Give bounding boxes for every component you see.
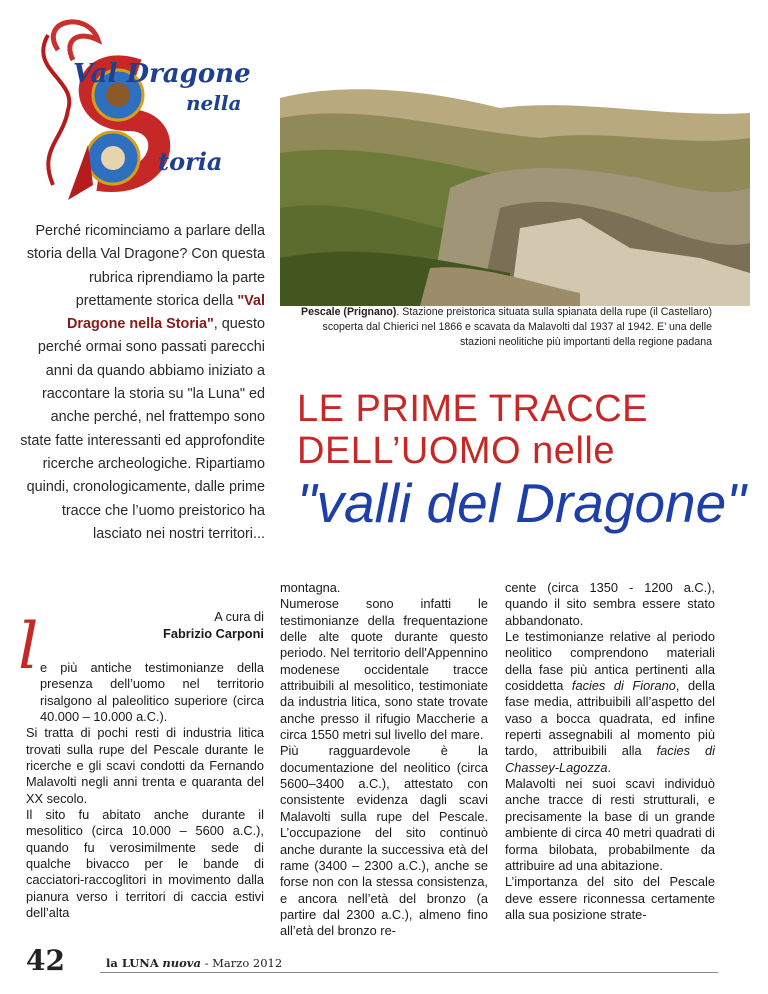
col1-paragraph-2: Si tratta di pochi resti di industria litica trovati sulla rupe del Pescale durante le ricerche e gli scavi condotti da Fernando Malavolti negli anni trenta e quaranta del XX secolo. (26, 725, 264, 806)
photo-caption (300, 305, 712, 350)
col3-paragraph-3: Malavolti nei suoi scavi individuò anche tracce di resti strutturali, e precisamente la base di un grande ambiente di circa 40 metri quadrati di forma bilobata, probabilmente da attribuire ad una abitazione. (505, 776, 715, 873)
photo-illustration (280, 58, 750, 306)
col1-paragraph-1: e più antiche testimonianze della presenza dell’uomo nel territorio risalgono al paleolitico superiore (circa 40.000 – 10.000 a.C.). (40, 660, 264, 725)
byline (120, 608, 264, 642)
col3-paragraph-4: L’importanza del sito del Pescale deve essere riconnessa certamente alla sua posizione strate- (505, 874, 715, 922)
col3-paragraph-1: cente (circa 1350 - 1200 a.C.), quando il sito sembra essere stato abbandonato. (505, 580, 715, 628)
col3-p2-text-mid: , della fase media, attribuibili all’aspetto del vaso a bocca quadrata, ed infine reperti assegnabili al momento più tardo, attribuibili alla (505, 678, 715, 759)
masthead-nella: nella (186, 91, 242, 115)
col3-p2-facies-chassey: facies di Chassey-Lagozza (505, 743, 715, 775)
col3-p2-end: . (607, 759, 611, 775)
col3-p2-text: Le testimonianze relative al periodo neolitico comprendono materiali della fase più antica pertinenti alla cosiddetta (505, 629, 715, 694)
footer-mag-nuova: nuova (162, 956, 201, 970)
column-masthead (18, 10, 273, 210)
masthead-title: Val Dragone (73, 59, 251, 89)
col2-paragraph-2: Numerose sono infatti le testimonianze della frequentazione delle alte quote durante questo periodo. Nel territorio dell'Appennino modenese occidentale tracce attribuibili al mesolitico, testimoniate da industria litica, sono state trovate anche presso il rifugio Maccherie a circa 1550 metri sul livello del mare. (280, 596, 488, 743)
article-column-3 (505, 580, 715, 923)
landscape-photo (280, 58, 750, 306)
intro-highlight: "Val Dragone nella Storia" (67, 292, 265, 333)
article-column-2 (280, 580, 488, 940)
article-column-1 (26, 660, 264, 922)
footer-rule (100, 972, 718, 973)
col1-paragraph-3: Il sito fu abitato anche durante il mesolitico (circa 10.000 – 5600 a.C.), quando fu verosimilmente sede di qualche bivacco per le bande di cacciatori-raccoglitori in movimento dalla pianura verso i territori di caccia estivi dell’alta (26, 807, 264, 921)
byline-label: A cura di (214, 609, 264, 624)
footer-date: - Marzo 2012 (200, 956, 283, 970)
col2-paragraph-3: Più ragguardevole è la documentazione del neolitico (circa 5600–3400 a.C.), attestato con consistente evidenza dagli scavi Malavolti sulla rupe del Pescale. L’occupazione del sito continuò anche durante la successiva età del rame (3400 – 2300 a.C.), anche se forse non con la stessa consistenza, e ancora nell’età del bronzo (a partire dal 2300 a.C.), almeno fino all’età del bronzo re- (280, 743, 488, 939)
footer-mag-name: la LUNA (106, 956, 159, 970)
headline-line-1: LE PRIME TRACCE (297, 388, 648, 430)
col3-paragraph-2 (505, 629, 715, 776)
page-number: 42 (26, 944, 65, 977)
caption-text: . Stazione preistorica situata sulla spianata della rupe (il Castellaro) scoperta dal Chierici nel 1866 e scavata da Malavolti dal 1937 al 1942. E’ una delle stazioni neolitiche più importanti della regione padana (322, 306, 712, 348)
col3-p2-facies-fiorano: facies di Fiorano (571, 678, 676, 694)
masthead-storia: toria (158, 147, 223, 176)
headline-line-3: "valli del Dragone" (297, 472, 746, 534)
footer-magazine (106, 956, 282, 970)
article-headline (297, 388, 757, 534)
byline-author: Fabrizio Carponi (163, 626, 264, 641)
intro-text: Perché ricominciamo a parlare della storia della Val Dragone? Con questa rubrica riprendiamo la parte prettamente storica della (26, 223, 265, 309)
caption-title: Pescale (Prignano) (301, 306, 397, 318)
masthead-artwork (18, 10, 273, 210)
drop-cap: l (18, 610, 39, 684)
intro-text-continued: , questo perché ormai sono passati parecchi anni da quando abbiamo iniziato a raccontare la storia su "la Luna" ed anche perché, nel frattempo sono state fatte interessanti ed approfondite ricerche archeologiche. Ripartiamo quindi, cronologicamente, dalle prime tracce che l’uomo preistorico ha lasciato nei nostri territori... (20, 316, 265, 542)
col2-paragraph-1: montagna. (280, 580, 341, 595)
intro-paragraph (20, 220, 265, 546)
headline-line-2: DELL’UOMO nelle (297, 430, 615, 472)
